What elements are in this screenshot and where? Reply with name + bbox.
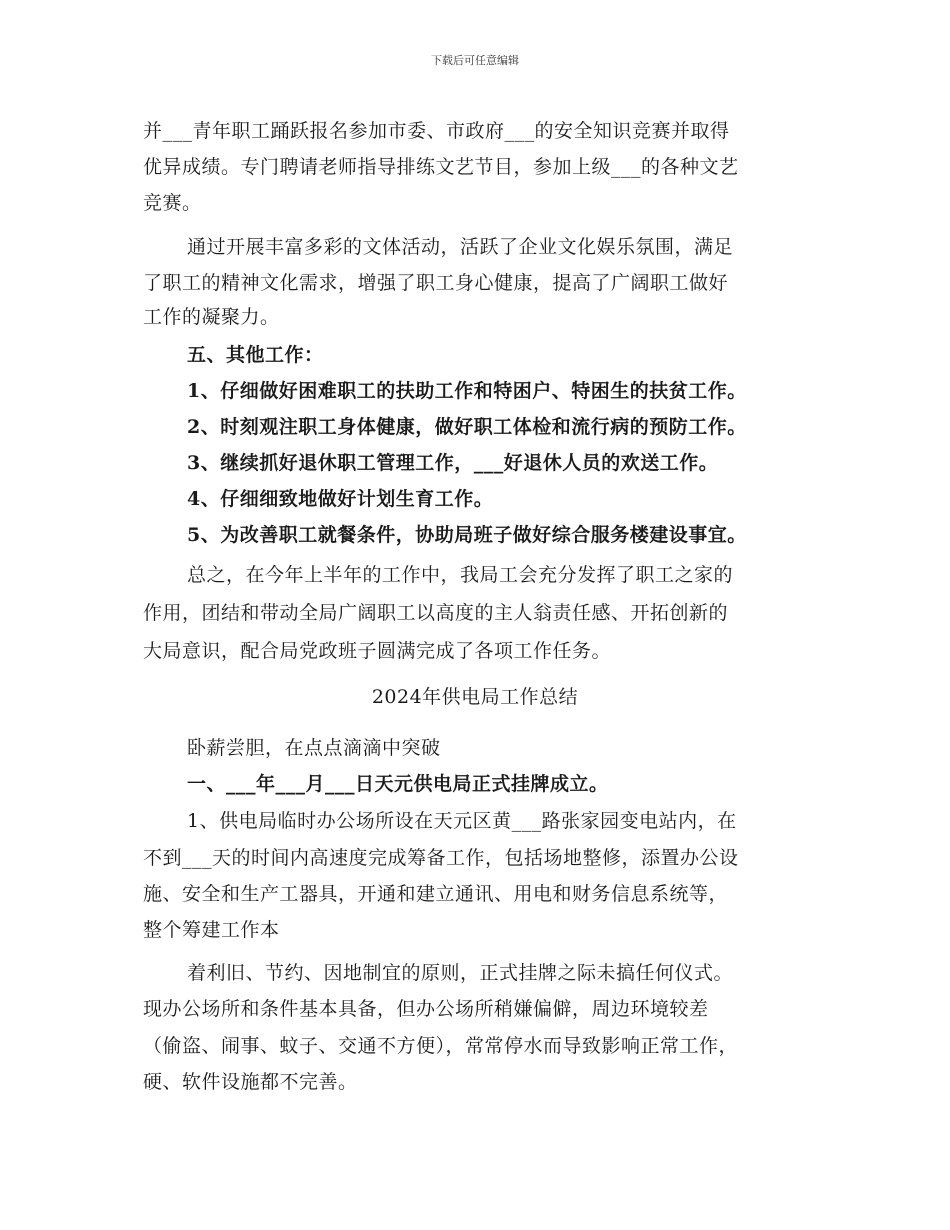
body-line: 1、供电局临时办公场所设在天元区黄___路张家园变电站内，在 [187,810,737,832]
list-item: 2、时刻观注职工身体健康，做好职工体检和流行病的预防工作。 [187,416,747,438]
body-line: 通过开展丰富多彩的文体活动，活跃了企业文化娱乐氛围，满足 [187,236,734,258]
list-item: 5、为改善职工就餐条件，协助局班子做好综合服务楼建设事宜。 [187,524,747,546]
body-line: 了职工的精神文化需求，增强了职工身心健康，提高了广阔职工做好 [143,272,729,294]
body-line: 工作的凝聚力。 [143,306,280,328]
subtitle: 卧薪尝胆，在点点滴滴中突破 [187,737,441,759]
body-line: 现办公场所和条件基本具备，但办公场所稍嫌偏僻，周边环境较差 [143,998,709,1020]
body-line: 优异成绩。专门聘请老师指导排练文艺节目，参加上级___的各种文艺 [143,156,739,178]
list-item: 4、仔细细致地做好计划生育工作。 [187,488,494,510]
body-line: （偷盗、闹事、蚊子、交通不方便），常常停水而导致影响正常工作， [143,1035,739,1057]
document-title: 2024年供电局工作总结 [371,686,579,708]
page-header: 下载后可任意编辑 [431,54,519,67]
list-item: 1、仔细做好困难职工的扶助工作和特困户、特困生的扶贫工作。 [187,380,747,402]
body-line: 总之，在今年上半年的工作中，我局工会充分发挥了职工之家的 [187,564,734,586]
section-heading: 一、___年___月___日天元供电局正式挂牌成立。 [187,773,609,795]
body-line: 着利旧、节约、因地制宜的原则，正式挂牌之际未搞任何仪式。 [187,962,734,984]
body-line: 作用，团结和带动全局广阔职工以高度的主人翁责任感、开拓创新的 [143,602,729,624]
body-line: 施、安全和生产工器具，开通和建立通讯、用电和财务信息系统等， [143,883,729,905]
body-line: 不到___天的时间内高速度完成筹备工作，包括场地整修，添置办公设 [143,847,739,869]
section-heading: 五、其他工作： [187,344,324,366]
body-line: 大局意识，配合局党政班子圆满完成了各项工作任务。 [143,640,612,662]
body-line: 并___青年职工踊跃报名参加市委、市政府___的安全知识竞赛并取得 [143,120,730,142]
body-line: 整个筹建工作本 [143,919,280,941]
body-line: 竞赛。 [143,192,202,214]
body-line: 硬、软件设施都不完善。 [143,1071,358,1093]
list-item: 3、继续抓好退休职工管理工作，___好退休人员的欢送工作。 [187,452,719,474]
